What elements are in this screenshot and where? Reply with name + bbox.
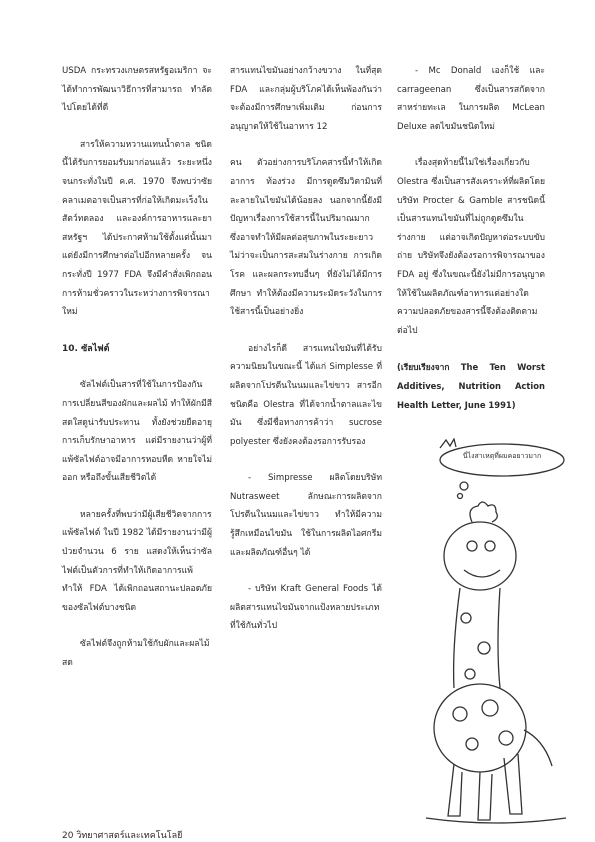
column-1 bbox=[62, 62, 212, 673]
paragraph: คน ตัวอย่างการบริโภคสารนี้ทำให้เกิดอาการ ท้องร่วง มีการดูดซึมวิตามินที่ละลายในไขมันได้น้อยลง นอกจากนี้ยังมีปัญหาเรื่องการใช้สารนี้ในปริมาณมาก ซึ่งอาจทำให้มีผลต่อสุขภาพในระยะยาว ไม่ว่าจะเป็นการสะสมในร่างกาย การเกิดโรค และผลกระทบอื่นๆ ที่ยังไม่ได้มีการศึกษา ทำให้ต้องมีความระมัดระวังในการใช้สารนี้เป็นอย่างยิ่ง bbox=[230, 158, 382, 318]
paragraph: - บริษัท Kraft General Foods ได้ผลิตสารแทนไขมันจากแป้งหลายประเภทที่ใช้กันทั่วไป bbox=[230, 584, 382, 632]
paragraph: อย่างไรก็ดี สารแทนไขมันที่ได้รับความนิยมในขณะนี้ ได้แก่ Simplesse ที่ผลิตจากโปรตีนในนมและไข่ขาว สารอีกชนิดคือ Olestra ที่ได้จากน้ำตาลและไขมัน ซึ่งมีชื่อทางการค้าว่า sucrose polyester ซึ่งยังคงต้องรอการรับรอง bbox=[230, 343, 382, 447]
paragraph: - Mc Donald เองก็ใช้ และ carrageenan ซึ่งเป็นสารสกัดจากสาหร่ายทะเล ในการผลิต McLean Deluxe ลดไขมันชนิดใหม่ bbox=[397, 66, 545, 132]
paragraph: - Simpresse ผลิตโดยบริษัท Nutrasweet ลักษณะการผลิตจากโปรตีนในนมและไข่ขาว ทำให้มีความรู้สึกเหมือนไขมัน ใช้ในการผลิตไอศกรีม และผลิตภัณฑ์อื่นๆ ได้ bbox=[230, 473, 382, 558]
reference-note: (เรียบเรียงจาก The Ten Worst Additives, Nutrition Action Health Letter, June 1991) bbox=[397, 362, 545, 410]
paragraph: สารแทนไขมันอย่างกว้างขวาง ในที่สุด FDA และกลุ่มผู้บริโภคได้เห็นพ้องกันว่า จะต้องมีการศึกษาเพิ่มเติม ก่อนการอนุญาตให้ใช้ในอาหาร 12 bbox=[230, 66, 382, 132]
paragraph: สารให้ความหวานแทนน้ำตาล ชนิดนี้ได้รับการยอมรับมาก่อนแล้ว ระยะหนึ่ง จนกระทั่งในปี ค.ศ. 1970 จึงพบว่าซัยคลาเมตอาจเป็นสารที่ก่อให้เกิดมะเร็งในสัตว์ทดลอง และองค์การอาหารและยาสหรัฐฯ ได้ประกาศห้ามใช้ตั้งแต่นั้นมา แต่ยังมีการศึกษาต่อไปอีกหลายครั้ง จนกระทั่งปี 1977 FDA จึงมีคำสั่งเพิกถอนการห้ามชั่วคราวในระหว่างการพิจารณาใหม่ bbox=[62, 139, 212, 318]
paragraph: USDA กระทรวงเกษตรสหรัฐอเมริกา จะได้ทำการพัฒนาวิธีการที่สามารถ ทำลัดไปโดยได้ที่ดี bbox=[62, 66, 212, 114]
paragraph: ซัลไฟต์เป็นสารที่ใช้ในการป้องกันการเปลี่ยนสีของผักและผลไม้ ทำให้ผักมีสีสดใสดูน่ารับประทาน ทั้งยังช่วยยืดอายุการเก็บรักษาอาหาร แต่มีรายงานว่าผู้ที่แพ้ซัลไฟต์อาจมีอาการหอบหืด หายใจไม่ออก หรือถึงขั้นเสียชีวิตได้ bbox=[62, 380, 212, 484]
page-footer: 20 วิทยาศาสตร์และเทคโนโลยี bbox=[62, 831, 183, 841]
column-3 bbox=[397, 62, 545, 414]
paragraph: ซัลไฟต์จึงถูกห้ามใช้กับผักและผลไม้สด bbox=[62, 639, 210, 669]
section-heading: 10. ซัลไฟต์ bbox=[62, 343, 110, 354]
paragraph: เรื่องสุดท้ายนี้ไม่ใช่เรื่องเกี่ยวกับ Olestra ซึ่งเป็นสารสังเคราะห์ที่ผลิตโดยบริษัท Procter & Gamble สารชนิดนี้เป็นสารแทนไขมันที่ไม่ถูกดูดซึมในร่างกาย แต่อาจเกิดปัญหาต่อระบบขับถ่าย บริษัทจึงยังต้องรอการพิจารณาของ FDA อยู่ ซึ่งในขณะนี้ยังไม่มีการอนุญาตให้ใช้ในผลิตภัณฑ์อาหารแต่อย่างใด ความปลอดภัยของสารนี้จึงต้องติดตามต่อไป bbox=[397, 158, 545, 336]
paragraph: หลายครั้งที่พบว่ามีผู้เสียชีวิตจากการแพ้ซัลไฟต์ ในปี 1982 ได้มีรายงานว่ามีผู้ป่วยจำนวน 6 ราย แสดงให้เห็นว่าซัลไฟต์เป็นตัวการที่ทำให้เกิดอาการแพ้ ทำให้ FDA ได้เพิกถอนสถานะปลอดภัยของซัลไฟต์บางชนิด bbox=[62, 509, 212, 613]
bubble-text: นี่ไงสาเหตุที่ผมคอยาวมาก bbox=[462, 452, 542, 460]
column-2 bbox=[230, 62, 382, 636]
giraffe-cartoon-illustration bbox=[420, 438, 570, 838]
